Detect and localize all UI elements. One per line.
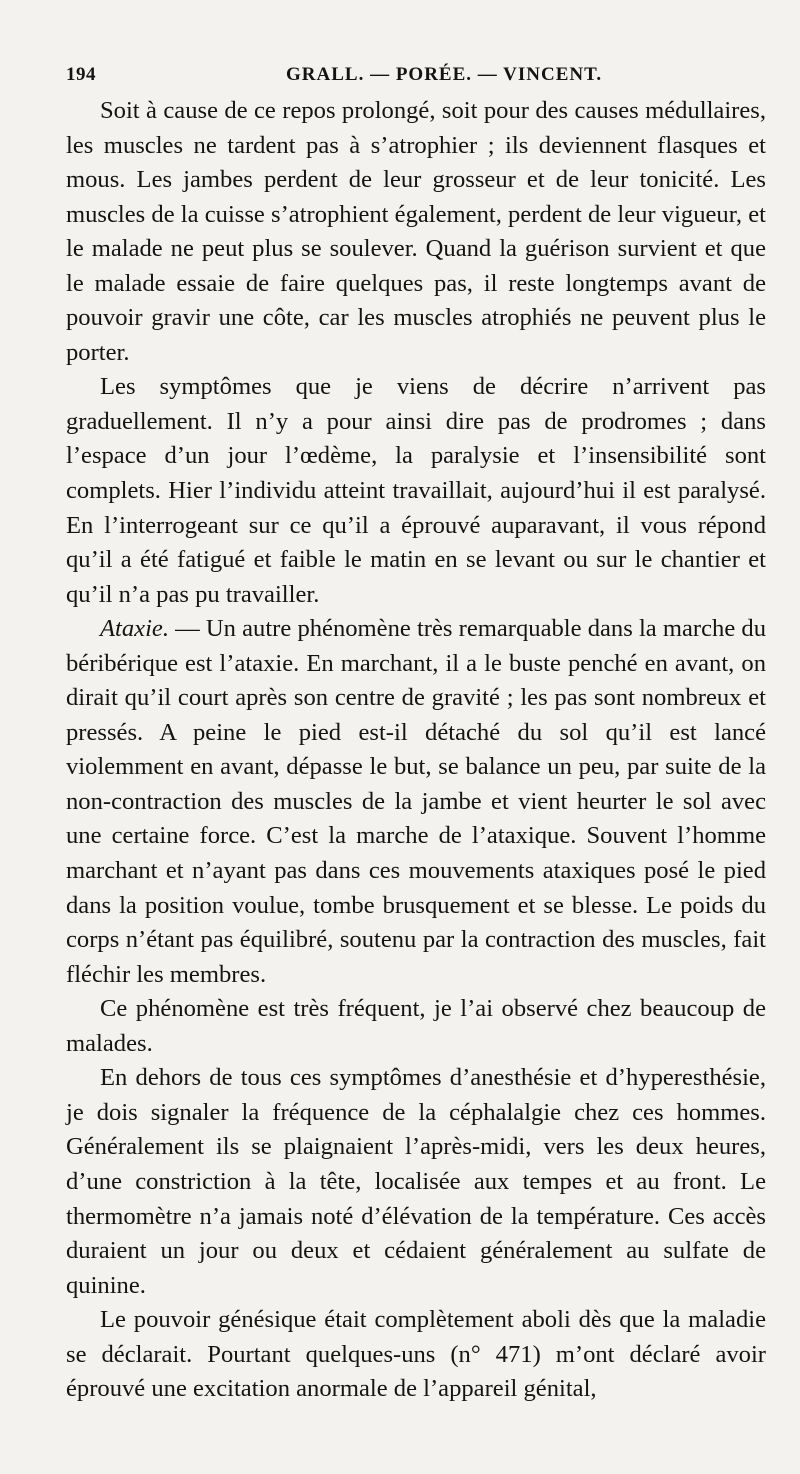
paragraph-text: Soit à cause de ce repos prolongé, soit pour des causes médullaires, les muscles ne tardent pas à s’atrophier ; ils deviennent flasques et mous. Les jambes perdent de leur grosseur et de leur tonicité. Les muscles de la cuisse s’atrophient également, perdent de leur vigueur, et le malade ne peut plus se soulever. Quand la guérison survient et que le malade essaie de faire quelques pas, il reste longtemps avant de pouvoir gravir une côte, car les muscles atrophiés ne peuvent plus le porter. xyxy=(66,97,766,366)
paragraph-atrophy xyxy=(66,94,766,370)
page-number: 194 xyxy=(66,64,96,85)
paragraph-text: Les symptômes que je viens de décrire n’arrivent pas graduellement. Il n’y a pour ainsi dire pas de prodromes ; dans l’espace d’un jour l’œdème, la paralysie et l’insensibilité sont complets. Hier l’individu atteint travaillait, aujourd’hui il est paralysé. En l’interrogeant sur ce qu’il a éprouvé auparavant, il vous répond qu’il a été fatigué et faible le matin en se levant ou sur le chantier et qu’il n’a pas pu travailler. xyxy=(66,373,766,608)
paragraph-onset xyxy=(66,370,766,612)
running-title: GRALL. — PORÉE. — VINCENT. xyxy=(286,64,603,85)
paragraph-ataxia xyxy=(66,612,766,992)
paragraph-text: En dehors de tous ces symptômes d’anesthésie et d’hyperesthésie, je dois signaler la fréquence de la céphalalgie chez ces hommes. Généralement ils se plaignaient l’après-midi, vers les deux heures, d’une constriction à la tête, localisée aux tempes et au front. Le thermomètre n’a jamais noté d’élévation de la température. Ces accès duraient un jour ou deux et cédaient généralement au sulfate de quinine. xyxy=(66,1064,766,1299)
paragraph-cephalalgia xyxy=(66,1061,766,1303)
section-heading-ataxie: Ataxie. xyxy=(100,615,169,643)
body-text xyxy=(66,94,766,1407)
paragraph-genesic xyxy=(66,1303,766,1407)
paragraph-text: Le pouvoir génésique était complètement aboli dès que la maladie se déclarait. Pourtant quelques-uns (n° 471) m’ont déclaré avoir éprouvé une excitation anormale de l’appareil génital, xyxy=(66,1306,766,1403)
running-head xyxy=(66,58,766,94)
paragraph-text: Ce phénomène est très fréquent, je l’ai observé chez beaucoup de malades. xyxy=(66,995,766,1057)
paragraph-text: — Un autre phénomène très remarquable dans la marche du béribérique est l’ataxie. En marchant, il a le buste penché en avant, on dirait qu’il court après son centre de gravité ; les pas sont nombreux et pressés. A peine le pied est-il détaché du sol qu’il est lancé violemment en avant, dépasse le but, se balance un peu, par suite de la non-contraction des muscles de la jambe et vient heurter le sol avec une certaine force. C’est la marche de l’ataxique. Souvent l’homme marchant et n’ayant pas dans ces mouvements ataxiques posé le pied dans la position voulue, tombe brusquement et se blesse. Le poids du corps n’étant pas équilibré, soutenu par la contraction des muscles, fait fléchir les membres. xyxy=(66,615,766,988)
paragraph-frequency xyxy=(66,992,766,1061)
